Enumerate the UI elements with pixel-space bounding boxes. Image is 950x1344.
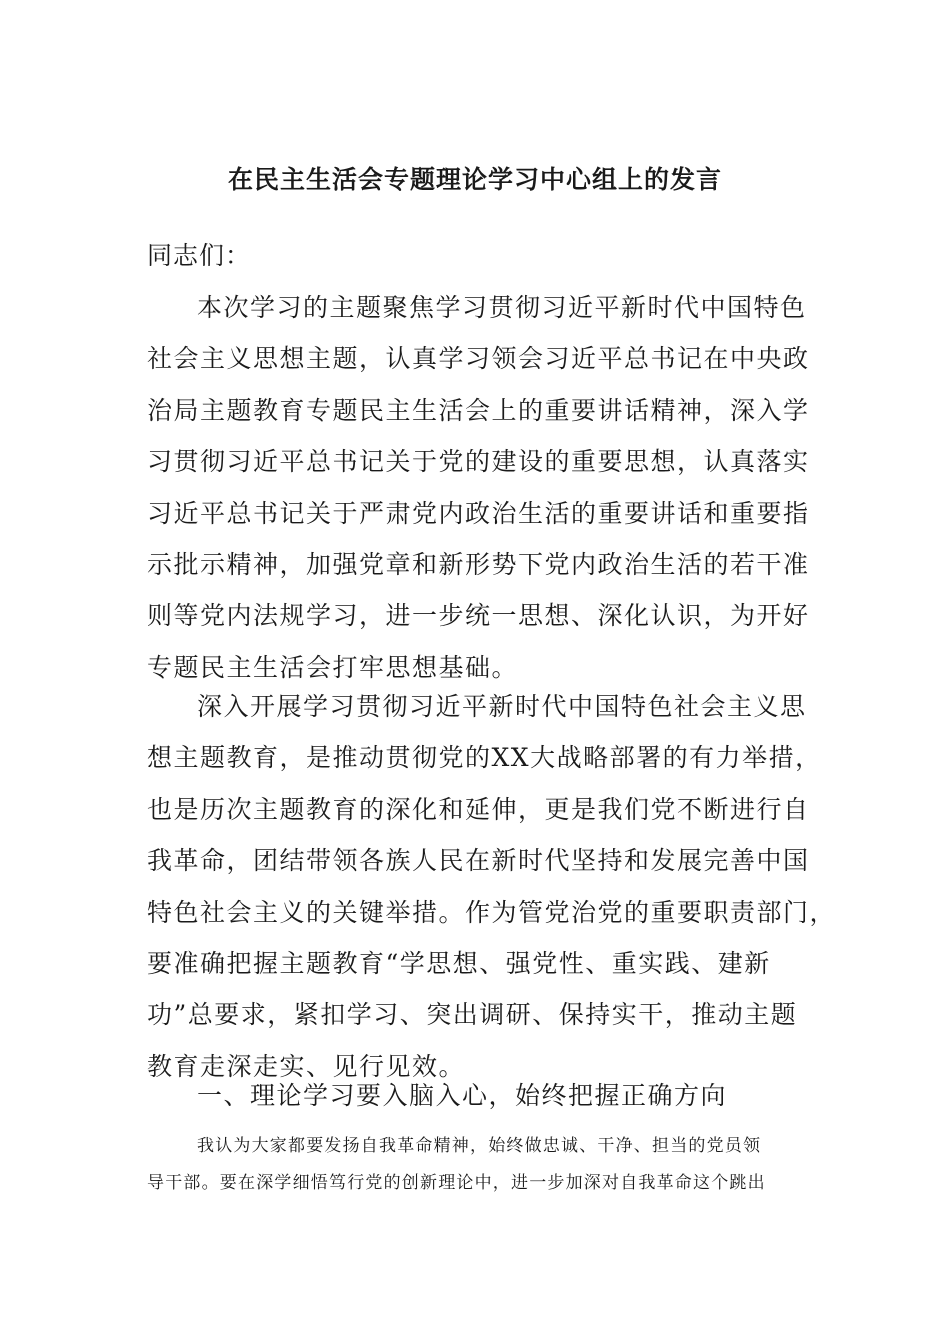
paragraph-line: 专题民主生活会打牢思想基础。 <box>147 652 519 682</box>
paragraph-line: 本次学习的主题聚焦学习贯彻习近平新时代中国特色 <box>197 293 807 322</box>
paragraph-line: 也是历次主题教育的深化和延伸，更是我们党不断进行自 <box>147 794 810 824</box>
paragraph-2 <box>147 681 837 1092</box>
section-heading: 一、理论学习要入脑入心，始终把握正确方向 <box>197 1081 728 1110</box>
paragraph-line: 导干部。要在深学细悟笃行党的创新理论中，进一步加深对自我革命这个跳出 <box>147 1173 766 1193</box>
paragraph-line: 深入开展学习贯彻习近平新时代中国特色社会主义思 <box>197 692 807 721</box>
paragraph-line: 则等党内法规学习，进一步统一思想、深化认识，为开好 <box>147 601 810 631</box>
paragraph-line: 功”总要求，紧扣学习、突出调研、保持实干，推动主题 <box>147 1000 798 1030</box>
paragraph-line: 习近平总书记关于严肃党内政治生活的重要讲话和重要指 <box>147 498 810 528</box>
paragraph-line: 我认为大家都要发扬自我革命精神，始终做忠诚、干净、担当的党员领 <box>197 1136 762 1156</box>
paragraph-line: 社会主义思想主题，认真学习领会习近平总书记在中央政 <box>147 344 810 374</box>
paragraph-line: 示批示精神，加强党章和新形势下党内政治生活的若干准 <box>147 550 810 580</box>
paragraph-line: 教育走深走实、见行见效。 <box>147 1051 466 1081</box>
paragraph-1 <box>147 282 810 693</box>
paragraph-3 <box>147 1128 807 1202</box>
document-title: 在民主生活会专题理论学习中心组上的发言 <box>227 165 722 194</box>
paragraph-line: 要准确把握主题教育“学思想、强党性、重实践、建新 <box>147 949 771 979</box>
paragraph-line: 特色社会主义的关键举措。作为管党治党的重要职责部门， <box>147 897 837 927</box>
paragraph-line: 我革命，团结带领各族人民在新时代坚持和发展完善中国 <box>147 846 810 876</box>
paragraph-line: 治局主题教育专题民主生活会上的重要讲话精神，深入学 <box>147 395 810 425</box>
paragraph-line: 想主题教育，是推动贯彻党的XX大战略部署的有力举措， <box>147 743 822 773</box>
paragraph-line: 习贯彻习近平总书记关于党的建设的重要思想，认真落实 <box>147 447 810 477</box>
salutation: 同志们： <box>147 241 252 270</box>
